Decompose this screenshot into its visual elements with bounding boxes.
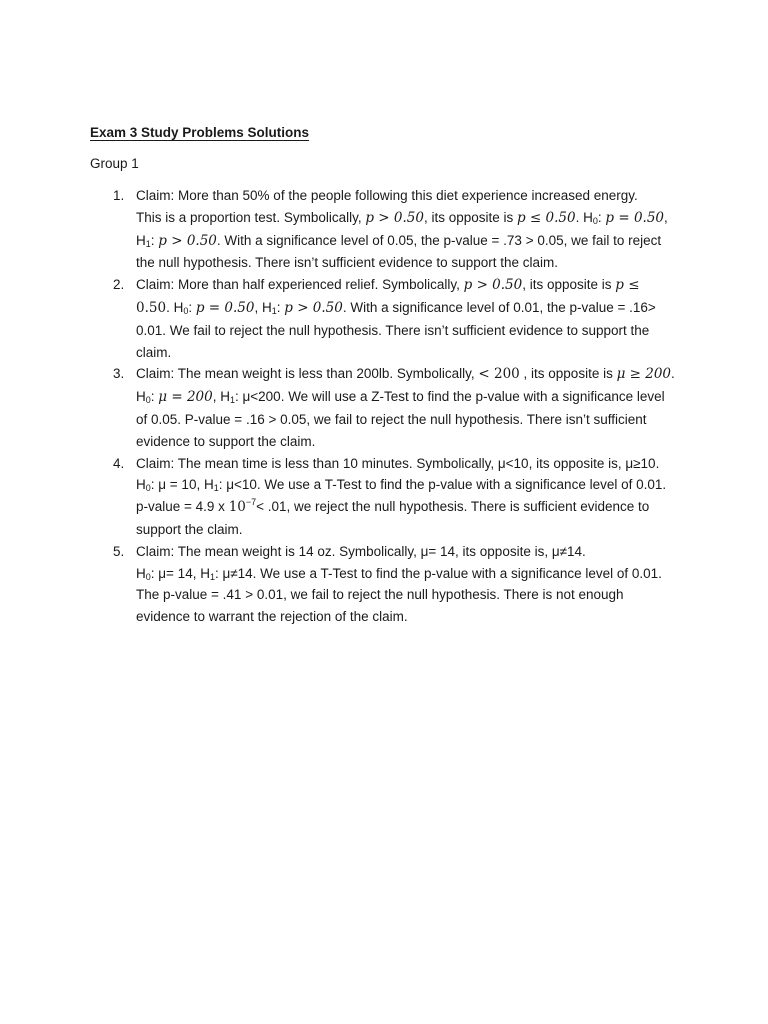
math-expression: p > 0.50: [365, 209, 424, 226]
math-expression: p ≤ 0.50: [517, 209, 576, 226]
problem-item: [113, 541, 696, 628]
text-line: This is a proportion test. Symbolically, p > 0.50, its opposite is p ≤ 0.50. $H_0$: p = 0.50,: [136, 209, 668, 226]
text-line: Claim: The mean weight is less than 200lb. Symbolically, < 200 , its opposite is μ ≥ 200.: [136, 366, 675, 383]
list-number: 1.: [113, 188, 125, 203]
list-number: 5.: [113, 543, 125, 559]
text-line: evidence to warrant the rejection of the claim.: [136, 609, 408, 625]
text-line: the null hypothesis. There isn’t sufficient evidence to support the claim.: [136, 255, 558, 271]
math-expression: μ = 200: [158, 389, 213, 406]
text-line: Claim: More than 50% of the people following this diet experience increased energy.: [136, 188, 638, 203]
text-line: p-value = 4.9 x $10^{-7}< .01$, we reject the null hypothesis. There is sufficient evidence to: [136, 497, 650, 516]
text-line: Claim: More than half experienced relief. Symbolically, p > 0.50, its opposite is p ≤: [136, 277, 640, 294]
text-line: support the claim.: [136, 521, 243, 537]
text-line: Claim: The mean time is less than 10 minutes. Symbolically, μ<10, its opposite is, μ≥10.: [136, 455, 660, 471]
text-line: Claim: The mean weight is 14 oz. Symbolically, μ= 14, its opposite is, μ≠14.: [136, 543, 586, 559]
text-line: The p-value = .41 > 0.01, we fail to reject the null hypothesis. There is not enough: [136, 587, 624, 603]
page-title: Exam 3 Study Problems Solutions: [90, 125, 310, 140]
math-expression: μ ≥ 200: [616, 366, 672, 383]
problem-list: [113, 185, 696, 628]
list-number: 3.: [113, 366, 125, 382]
text-line: claim.: [136, 344, 172, 360]
list-number: 2.: [113, 277, 125, 293]
text-line: evidence to support the claim.: [136, 433, 316, 449]
text-line: $H_1$: p > 0.50. With a significance level of 0.05, the p-value = .73 > 0.05, we fail to reject: [136, 232, 662, 249]
text-line: 0.50. $H_0$: p = 0.50, $H_1$: p > 0.50. With a significance level of 0.01, the p-value = .16>: [136, 299, 656, 316]
math-expression: p = 0.50: [195, 299, 255, 316]
math-expression: < 200: [478, 366, 520, 383]
text-line: of 0.05. P-value = .16 > 0.05, we fail to reject the null hypothesis. There isn’t sufficient: [136, 411, 647, 427]
math-expression: 10: [228, 499, 246, 516]
math-expression: p ≤: [615, 277, 640, 294]
problem-item: [113, 274, 696, 363]
text-line: $H_0$: μ= 14, $H_1$: μ≠14. We use a T-Test to find the p-value with a significance level of 0.01.: [136, 565, 662, 582]
math-expression: p > 0.50: [284, 299, 343, 316]
text-line: $H_0$: μ = 10, $H_1$: μ<10. We use a T-Test to find the p-value with a significance level of 0.01.: [136, 477, 667, 494]
text-line: $H_0$: μ = 200, $H_1$: μ<200. We will use a Z-Test to find the p-value with a significance level: [136, 389, 665, 406]
problem-item: [113, 185, 696, 274]
problem-item: [113, 453, 696, 541]
math-expression: p > 0.50: [463, 277, 523, 294]
math-expression: 0.50: [136, 299, 167, 316]
text-line: 0.01. We fail to reject the null hypothesis. There isn’t sufficient evidence to support the: [136, 322, 650, 338]
problem-item: [113, 363, 696, 452]
math-expression: p > 0.50: [158, 232, 217, 249]
math-expression: p = 0.50: [605, 209, 665, 226]
list-number: 4.: [113, 455, 125, 471]
section-heading: Group 1: [90, 156, 139, 171]
